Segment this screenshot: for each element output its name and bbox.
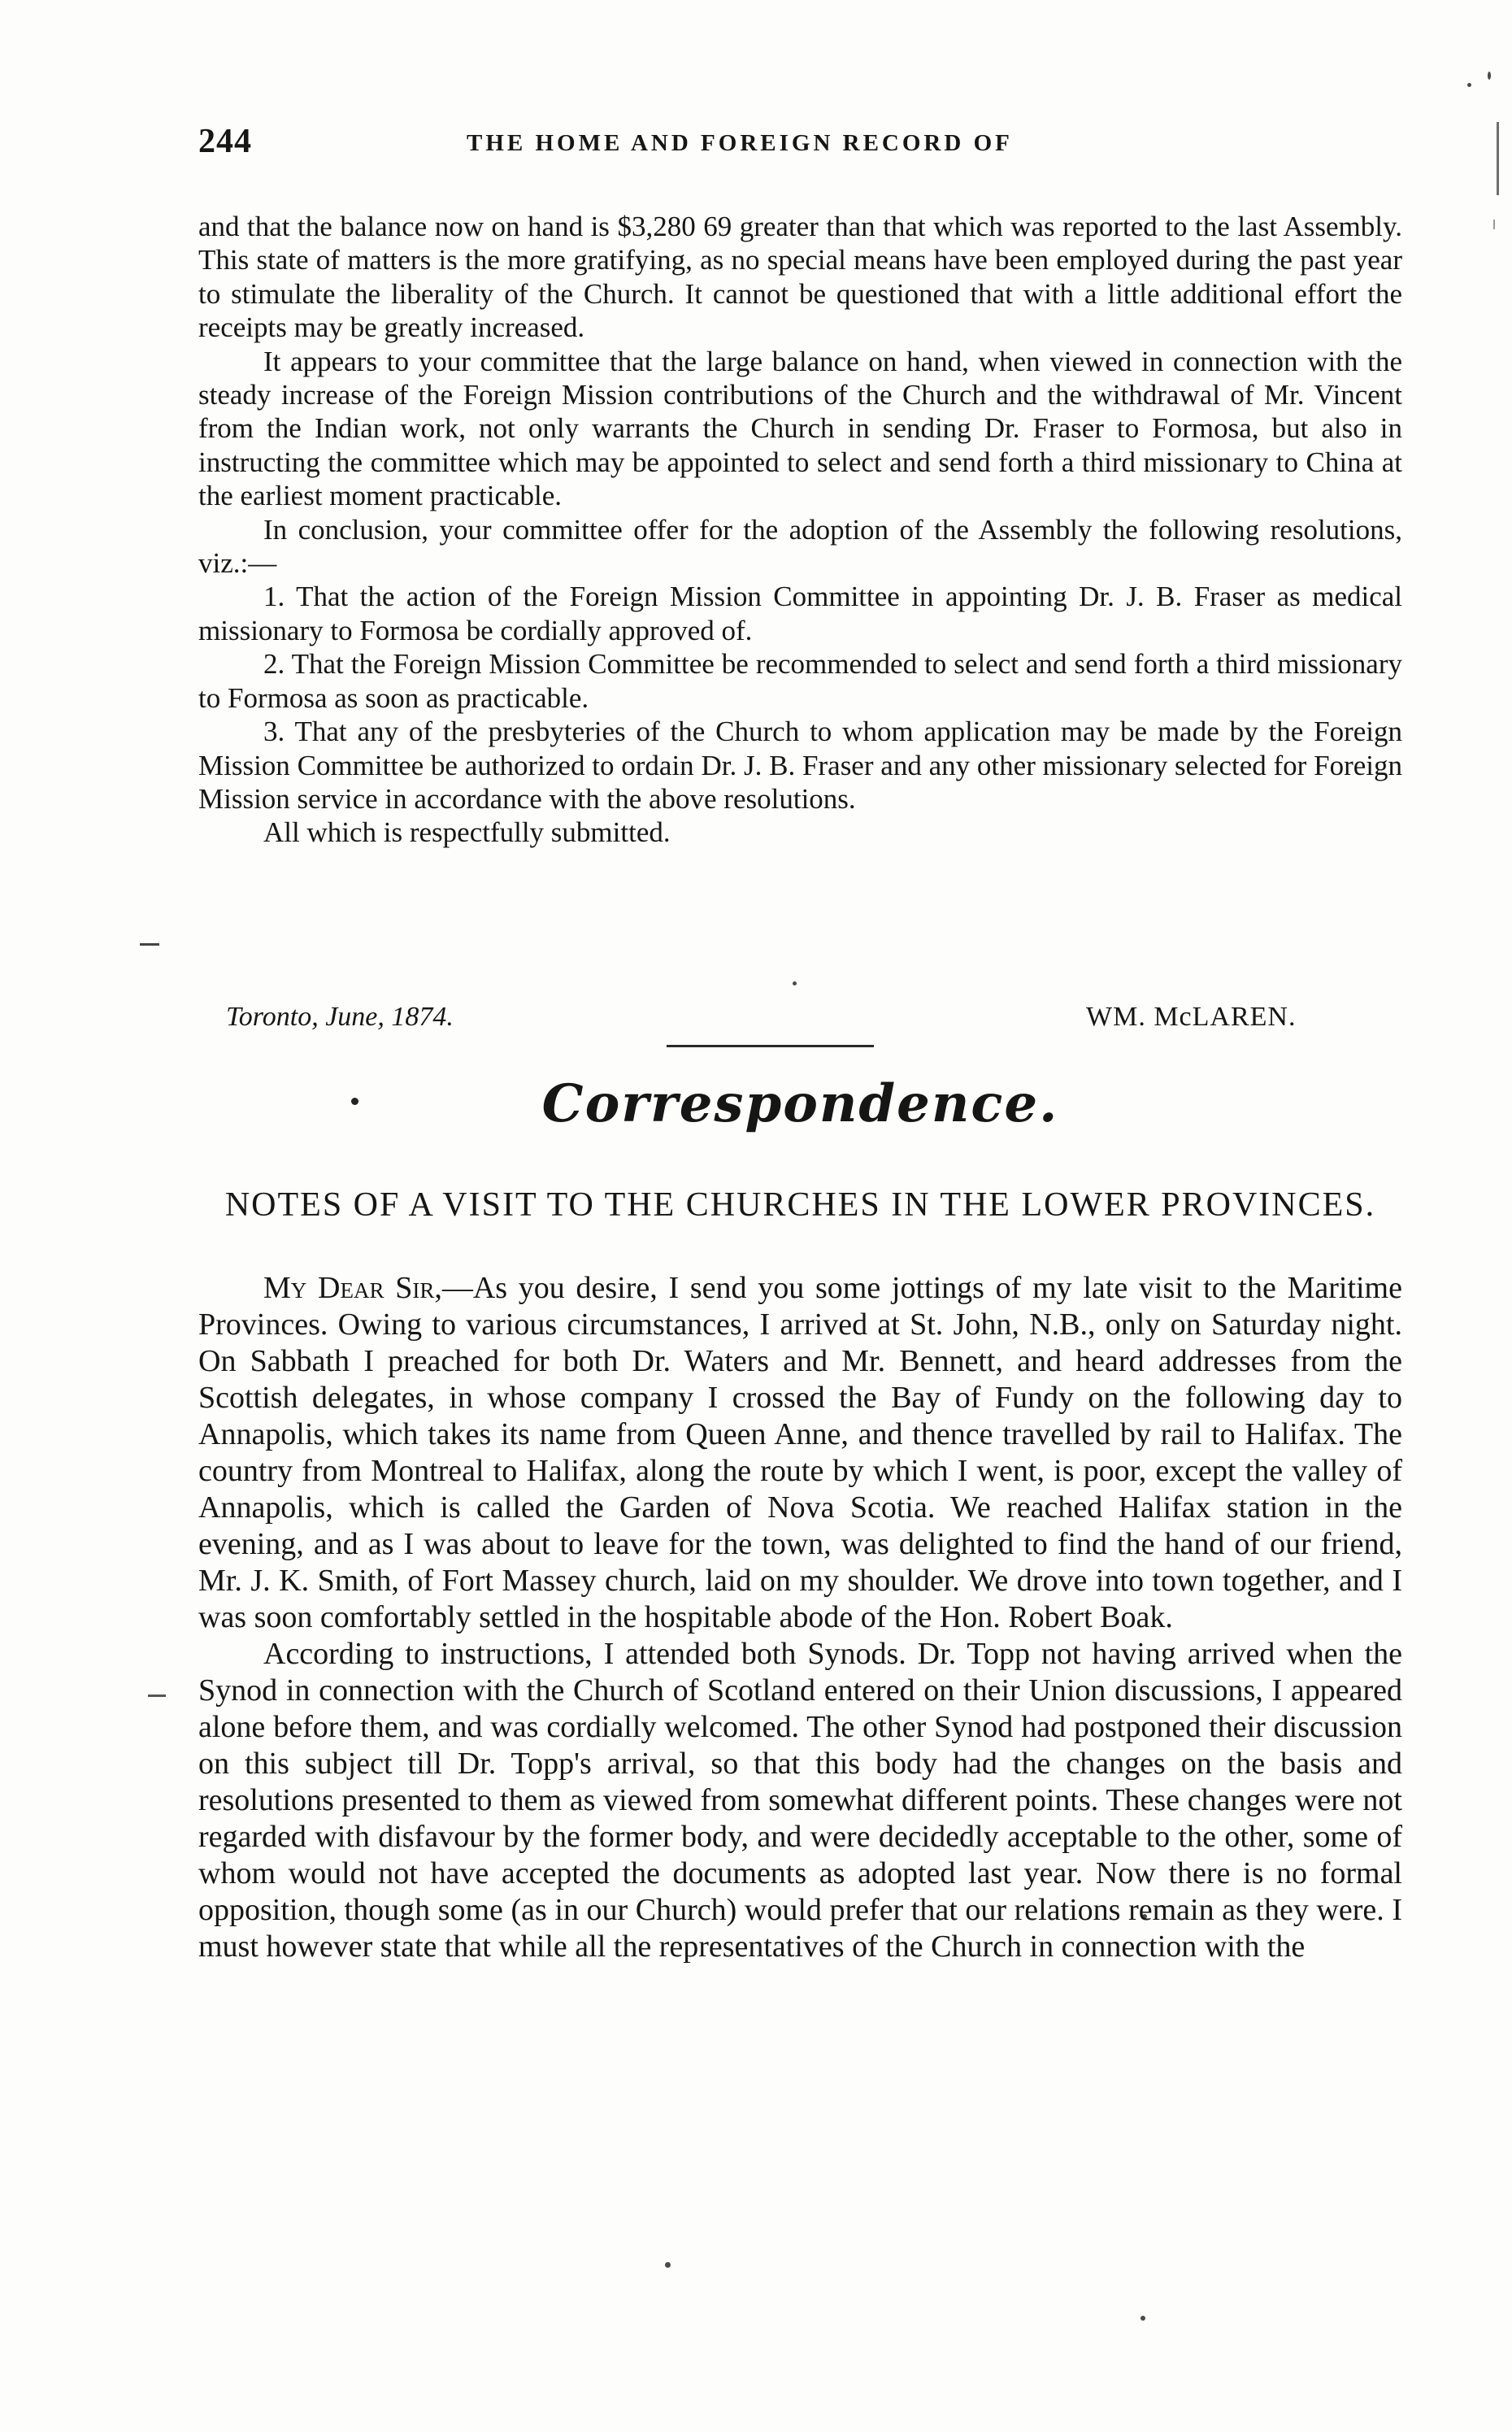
resolution-item: 2. That the Foreign Mission Committee be recommended to select and send forth a third missionary to Formosa as soon as practicable.	[198, 648, 1402, 714]
article-title: NOTES OF A VISIT TO THE CHURCHES IN THE LOWER PROVINCES.	[224, 1186, 1376, 1224]
resolution-item: 1. That the action of the Foreign Mission Committee in appointing Dr. J. B. Fraser as medical missionary to Formosa be cordially approved of.	[198, 581, 1402, 646]
section-divider	[667, 1045, 874, 1047]
article-paragraph-text: —As you desire, I send you some jottings of my late visit to the Maritime Provinces. Owing to various circumstances, I arrived at St. John, N.B., only on Saturday night. On Sabbath I preached for both Dr. Waters and Mr. Bennett, and heard addresses from the Scottish delegates, in whose company I crossed the Bay of Fundy on the following day to Annapolis, which takes its name from Queen Anne, and thence travelled by rail to Halifax. The country from Montreal to Halifax, along the route by which I went, is poor, except the valley of Annapolis, which is called the Garden of Nova Scotia. We reached Halifax station in the evening, and as I was about to leave for the town, was delighted to find the hand of our friend, Mr. J. K. Smith, of Fort Massey church, laid on my shoulder. We drove into town together, and I was soon comfortably settled in the hospitable abode of the Hon. Robert Boak.	[198, 1271, 1402, 1634]
margin-dash-mark	[140, 943, 159, 946]
committee-report	[198, 210, 1402, 850]
margin-scan-mark	[1497, 122, 1499, 195]
report-closing: All which is respectfully submitted.	[263, 816, 671, 849]
article-paragraph: According to instructions, I attended both Synods. Dr. Topp not having arrived when the Synod in connection with the Church of Scotland entered on their Union discussions, I appeared alone before them, and was cordially welcomed. The other Synod had postponed their discussion on this subject till Dr. Topp's arrival, so that this body had the changes on the basis and resolutions presented to them as viewed from somewhat different points. These changes were not regarded with disfavour by the former body, and were decidedly acceptable to the other, some of whom would not have accepted the documents as adopted last year. Now there is no formal opposition, though some (as in our Church) would prefer that our relations remain as they were. I must however state that while all the representatives of the Church in connection with the	[198, 1637, 1402, 1964]
article-body	[198, 1270, 1402, 1965]
resolution-item: 3. That any of the presbyteries of the Church to whom application may be made by the Foreign Mission Committee be authorized to ordain Dr. J. B. Fraser and any other missionary selected for Foreign Mission service in accordance with the above resolutions.	[198, 716, 1402, 815]
scan-speck	[665, 2262, 671, 2268]
scan-speck	[1467, 83, 1471, 87]
section-heading: Correspondence.	[541, 1073, 1059, 1134]
signature: WM. McLAREN.	[1086, 1002, 1297, 1032]
margin-dash-mark	[148, 1695, 166, 1697]
scan-speck	[1488, 72, 1491, 80]
salutation: My Dear Sir,	[263, 1271, 442, 1305]
report-paragraph: In conclusion, your committee offer for the adoption of the Assembly the following resolutions, viz.:—	[198, 513, 1402, 580]
report-paragraph: and that the balance now on hand is $3,280 69 greater than that which was reported to the last Assembly. This state of matters is the more gratifying, as no special means have been employed during the past year to stimulate the liberality of the Church. It cannot be questioned that with a little additional effort the receipts may be greatly increased.	[198, 211, 1402, 344]
scan-speck	[793, 981, 797, 985]
running-title: THE HOME AND FOREIGN RECORD OF	[467, 130, 1013, 156]
report-paragraph: It appears to your committee that the large balance on hand, when viewed in connection with the steady increase of the Foreign Mission contributions of the Church and the withdrawal of Mr. Vincent from the Indian work, not only warrants the Church in sending Dr. Fraser to Formosa, but also in instructing the committee which may be appointed to select and send forth a third missionary to China at the earliest moment practicable.	[198, 345, 1402, 512]
scan-speck	[1141, 2316, 1145, 2321]
place-date: Toronto, June, 1874.	[226, 1002, 454, 1032]
margin-scan-mark	[1493, 220, 1495, 229]
page-number: 244	[198, 123, 252, 160]
article-paragraph	[198, 1270, 1402, 1636]
running-header	[198, 122, 1401, 174]
